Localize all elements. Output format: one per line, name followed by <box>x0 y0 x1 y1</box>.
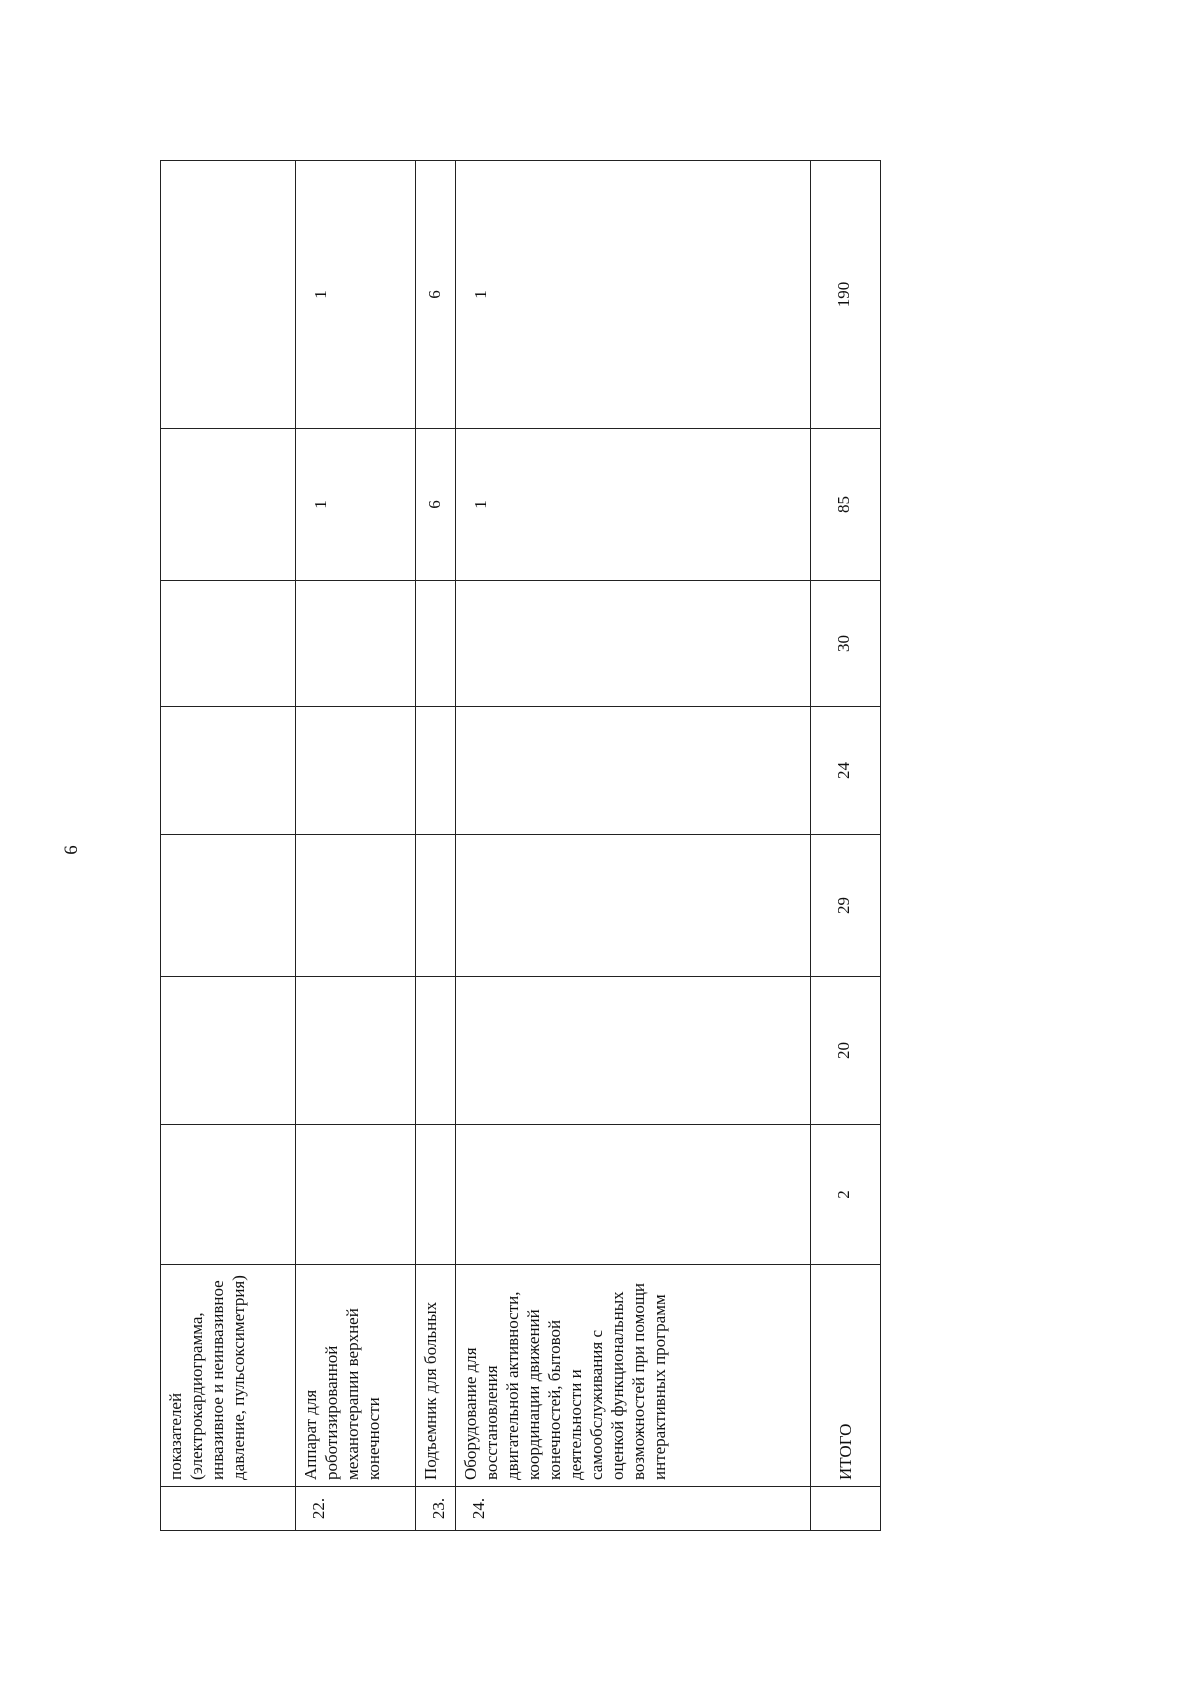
row-number <box>811 1487 881 1531</box>
table-cell: 1 <box>296 429 416 581</box>
table-cell <box>416 581 456 707</box>
row-number: 24. <box>456 1487 811 1531</box>
table-cell <box>161 1125 296 1265</box>
equipment-name: Оборудование для восстановления двигательной активности, координации движений конечностей, бытовой деятельности и самообслуживания с оценкой функциональных возможностей при помощи интерактивных программ <box>456 1265 811 1487</box>
table-cell <box>296 977 416 1125</box>
table-row <box>456 161 811 1531</box>
equipment-table-container <box>160 161 880 1531</box>
table-cell: 1 <box>456 429 811 581</box>
table-cell <box>161 161 296 429</box>
row-number <box>161 1487 296 1531</box>
table-cell <box>161 977 296 1125</box>
table-cell <box>416 835 456 977</box>
total-value: 30 <box>811 581 881 707</box>
table-cell <box>161 581 296 707</box>
total-value: 2 <box>811 1125 881 1265</box>
total-value: 24 <box>811 707 881 835</box>
table-cell: 1 <box>296 161 416 429</box>
table-cell <box>296 707 416 835</box>
table-cell: 1 <box>456 161 811 429</box>
table-cell <box>456 1125 811 1265</box>
table-row <box>161 161 296 1531</box>
table-row <box>416 161 456 1531</box>
total-value: 85 <box>811 429 881 581</box>
total-label: ИТОГО <box>811 1265 881 1487</box>
table-cell <box>161 707 296 835</box>
equipment-name: Подъемник для больных <box>416 1265 456 1487</box>
equipment-name: показателей (электрокардиограмма, инвазивное и неинвазивное давление, пульсоксиметрия) <box>161 1265 296 1487</box>
table-row <box>296 161 416 1531</box>
table-cell <box>296 581 416 707</box>
table-cell <box>161 429 296 581</box>
table-cell <box>456 581 811 707</box>
table-cell <box>161 835 296 977</box>
table-cell <box>416 1125 456 1265</box>
equipment-table <box>160 160 881 1531</box>
table-cell <box>296 835 416 977</box>
total-value: 20 <box>811 977 881 1125</box>
table-cell: 6 <box>416 161 456 429</box>
table-cell <box>456 977 811 1125</box>
table-cell <box>456 707 811 835</box>
table-cell <box>456 835 811 977</box>
row-number: 23. <box>416 1487 456 1531</box>
table-cell: 6 <box>416 429 456 581</box>
table-cell <box>416 977 456 1125</box>
table-cell <box>296 1125 416 1265</box>
total-value: 29 <box>811 835 881 977</box>
equipment-name: Аппарат для роботизированной механотерапии верхней конечности <box>296 1265 416 1487</box>
table-cell <box>416 707 456 835</box>
total-row <box>811 161 881 1531</box>
page-number: 6 <box>61 845 82 855</box>
total-value: 190 <box>811 161 881 429</box>
row-number: 22. <box>296 1487 416 1531</box>
